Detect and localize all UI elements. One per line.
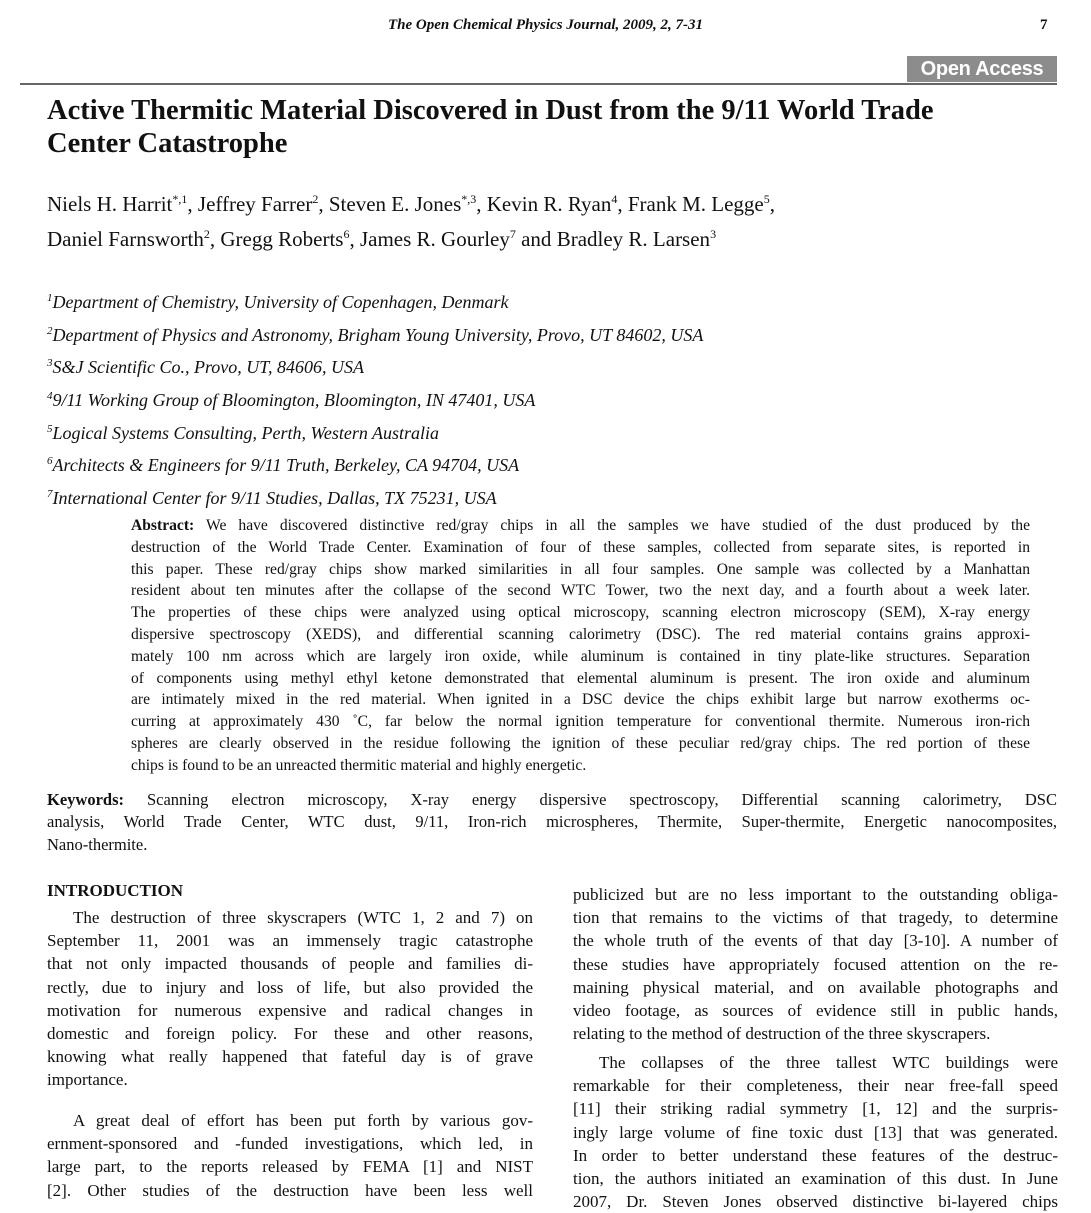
intro-paragraph (573, 883, 1058, 1045)
section-heading-introduction: INTRODUCTION (47, 881, 184, 900)
text-line: September 11, 2001 was an immensely tragic catastrophe (47, 931, 533, 951)
title-line: Active Thermitic Material Discovered in Dust from the 9/11 World Trade (47, 95, 934, 126)
author-separator: , (769, 192, 775, 216)
text-line: maining physical material, and on available photographs and (573, 977, 1058, 997)
affiliation-text: S&J Scientific Co., Provo, UT, 84606, USA (52, 357, 364, 378)
author-affiliation-marker: 4 (611, 192, 618, 206)
author-affiliation-marker: 5 (763, 192, 770, 206)
text-line: relating to the method of destruction of the three skyscrapers. (573, 1024, 991, 1044)
text-line: rectly, due to injury and loss of life, but also provided the (47, 977, 533, 997)
author-separator: , (349, 227, 360, 251)
intro-paragraph (573, 1051, 1058, 1213)
journal-volume: , 2009, 2, 7-31 (615, 17, 703, 33)
affiliation-number: 2 (47, 324, 53, 337)
keywords (47, 789, 1057, 856)
author-separator: , (209, 227, 221, 251)
text-line: knowing what really happened that fateful day is of grave (47, 1047, 533, 1067)
affiliation-number: 5 (47, 422, 53, 435)
text-line: these studies have appropriately focused attention on the re- (573, 954, 1058, 974)
affiliation-number: 7 (47, 488, 53, 501)
author-affiliation-marker: 3 (710, 227, 717, 241)
text-line: [11] their striking radial symmetry [1, 12] and the surpris- (573, 1099, 1058, 1119)
author-separator: , (617, 192, 628, 216)
affiliation-text: Logical Systems Consulting, Perth, Western Australia (52, 422, 440, 443)
affiliation (47, 447, 1057, 480)
affiliation (47, 415, 1057, 448)
abstract-line: mately 100 nm across which are largely iron oxide, while aluminum is contained in tiny plate-like structures. Separation (131, 647, 1030, 665)
text-line: that not only impacted thousands of people and families di- (47, 954, 533, 974)
text-line: In order to better understand these features of the destruc- (573, 1145, 1058, 1165)
author (557, 227, 716, 251)
text-line: video footage, as sources of evidence still in public hands, (573, 1000, 1058, 1020)
text-line: publicized but are no less important to the outstanding obliga- (573, 885, 1058, 904)
page-number: 7 (1040, 17, 1048, 33)
keywords-lines (47, 811, 1057, 856)
intro-paragraph (47, 1109, 533, 1202)
author-name: Frank M. Legge (627, 192, 764, 216)
abstract-line: this paper. These red/gray chips show marked similarities in all four samples. One sample was collected by a Manhattan (131, 560, 1030, 578)
abstract-line: The properties of these chips were analyzed using optical microscopy, scanning electron microscopy (SEM), X-ray energy (131, 604, 1030, 622)
text-line: 2007, Dr. Steven Jones observed distinctive bi-layered chips (573, 1192, 1058, 1212)
author-list (47, 184, 1057, 254)
abstract-line (131, 515, 1030, 537)
affiliation-text: Architects & Engineers for 9/11 Truth, Berkeley, CA 94704, USA (52, 455, 520, 476)
affiliation-text: 9/11 Working Group of Bloomington, Bloomington, IN 47401, USA (52, 390, 536, 411)
author-name: Jeffrey Farrer (197, 192, 313, 216)
author-separator: , (476, 192, 487, 216)
text-line: tion, the authors initiated an examination of this dust. In June (573, 1168, 1058, 1188)
author-affiliation-marker: 7 (509, 227, 516, 241)
abstract-line: are intimately mixed in the red material. When ignited in a DSC device the chips exhibit large but narrow exotherms oc- (131, 691, 1030, 709)
affiliation-number: 4 (47, 390, 53, 403)
journal-name: The Open Chemical Physics Journal (387, 17, 616, 33)
abstract-line: curring at approximately 430 ˚C, far below the normal ignition temperature for conventional thermite. Numerous iron-rich (131, 713, 1030, 731)
author (47, 192, 198, 216)
abstract-line: spheres are clearly observed in the residue following the ignition of these peculiar red/gray chips. The red portion of these (131, 734, 1030, 752)
author-affiliation-marker: *,3 (461, 192, 477, 206)
affiliation (47, 317, 1057, 350)
abstract-line: destruction of the World Trade Center. Examination of four of these samples, collected from separate sites, is reported in (131, 538, 1030, 556)
author-affiliation-marker: 2 (312, 192, 319, 206)
author (47, 227, 220, 251)
text-line: ernment-sponsored and -funded investigations, which led, in (47, 1134, 533, 1154)
paper-title (47, 94, 1077, 160)
author (329, 192, 487, 216)
author-separator: , (187, 192, 198, 216)
text-line: tion that remains to the victims of that tragedy, to determine (573, 908, 1058, 928)
affiliation-text: International Center for 9/11 Studies, Dallas, TX 75231, USA (52, 488, 497, 509)
abstract-line: chips is found to be an unreacted thermitic material and highly energetic. (131, 756, 587, 774)
title-line: Center Catastrophe (47, 128, 288, 159)
text-line: The collapses of the three tallest WTC buildings were (599, 1053, 1058, 1072)
affiliation-number: 1 (47, 292, 53, 304)
intro-paragraph (47, 906, 533, 1092)
affiliation (47, 480, 1057, 513)
author (628, 192, 775, 216)
abstract-lines (131, 537, 1030, 777)
keywords-label: Keywords: (47, 790, 124, 809)
affiliation (47, 284, 1057, 317)
abstract (131, 515, 1030, 777)
header-divider (20, 83, 1057, 85)
journal-citation (0, 17, 1091, 34)
affiliation-text: Department of Chemistry, University of Copenhagen, Denmark (52, 292, 509, 312)
author (487, 192, 628, 216)
text-line: [2]. Other studies of the destruction have been less well (47, 1180, 533, 1200)
text-line: The destruction of three skyscrapers (WTC 1, 2 and 7) on (73, 908, 533, 927)
text-line: A great deal of effort has been put forth by various gov- (73, 1111, 533, 1130)
affiliations (47, 284, 1057, 513)
text-line: ingly large volume of fine toxic dust [13] that was generated. (573, 1122, 1058, 1142)
author-affiliation-marker: 6 (343, 227, 350, 241)
abstract-line: resident about ten minutes after the collapse of the second WTC Tower, two the next day, and a fourth about a week later. (131, 582, 1030, 600)
author-name: Gregg Roberts (220, 227, 344, 251)
affiliation-text: Department of Physics and Astronomy, Brigham Young University, Provo, UT 84602, USA (52, 324, 704, 345)
keywords-text: Scanning electron microscopy, X-ray energy dispersive spectroscopy, Differential scanning calorimetry, DSC (124, 790, 1057, 809)
author-affiliation-marker: *,1 (172, 192, 188, 206)
text-line: large part, to the reports released by FEMA [1] and NIST (47, 1157, 533, 1177)
text-line: domestic and foreign policy. For these and other reasons, (47, 1023, 533, 1043)
author-name: James R. Gourley (359, 227, 510, 251)
author-name: Steven E. Jones (328, 192, 462, 216)
author-name: Daniel Farnsworth (47, 227, 204, 251)
abstract-line: dispersive spectroscopy (XEDS), and differential scanning calorimetry (DSC). The red material contains grains approxi- (131, 625, 1030, 643)
text-line: the whole truth of the events of that day [3-10]. A number of (573, 931, 1058, 951)
abstract-label: Abstract: (131, 517, 195, 534)
keywords-line: analysis, World Trade Center, WTC dust, 9/11, Iron-rich microspheres, Thermite, Super-thermite, Energetic nanocomposites, (47, 812, 1057, 832)
author (360, 227, 557, 251)
affiliation (47, 382, 1057, 415)
text-line: motivation for numerous expensive and radical changes in (47, 1000, 533, 1020)
author-separator: , (318, 192, 329, 216)
affiliation-number: 3 (47, 357, 53, 370)
abstract-line: of components using methyl ethyl ketone demonstrated that elemental aluminum is present. The iron oxide and aluminum (131, 669, 1030, 687)
keywords-line (47, 789, 1057, 811)
author-separator: and (515, 227, 557, 251)
keywords-line: Nano-thermite. (47, 834, 148, 854)
author-name: Bradley R. Larsen (556, 227, 711, 251)
author-affiliation-marker: 2 (203, 227, 210, 241)
author (198, 192, 329, 216)
author-name: Kevin R. Ryan (486, 192, 612, 216)
author (220, 227, 360, 251)
text-line: importance. (47, 1070, 128, 1090)
affiliation-number: 6 (47, 455, 53, 468)
open-access-badge: Open Access (907, 56, 1057, 82)
affiliation (47, 349, 1057, 382)
text-line: remarkable for their completeness, their near free-fall speed (573, 1076, 1058, 1096)
author-name: Niels H. Harrit (47, 192, 173, 216)
abstract-text: We have discovered distinctive red/gray chips in all the samples we have studied of the dust produced by the (194, 517, 1030, 534)
